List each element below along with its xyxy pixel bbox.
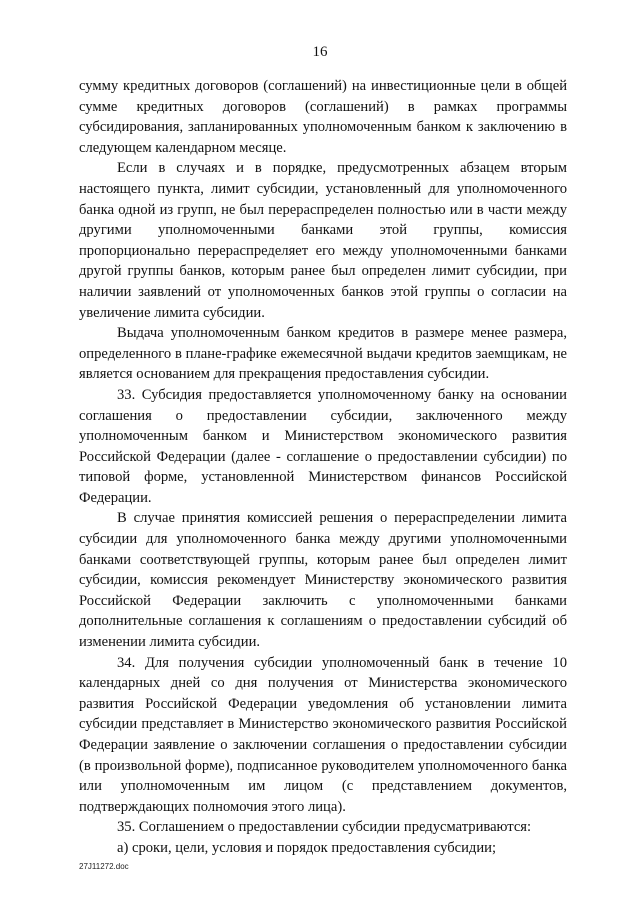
paragraph-redistribution: Если в случаях и в порядке, предусмотренных абзацем вторым настоящего пункта, лимит субсидии, установленный для уполномоченного банка одной из групп, не был перераспределен полностью или в части между другими уполномоченными банками этой группы, комиссия пропорционально перераспределяет его между уполномоченными банками другой группы банков, которым ранее был определен лимит субсидии, при наличии заявлений от уполномоченных банков этой группы о согласии на увеличение лимита субсидии. bbox=[79, 160, 567, 321]
document-body bbox=[79, 76, 567, 859]
document-footer: 27J11272.doc bbox=[79, 862, 129, 871]
paragraph-clause-35: 35. Соглашением о предоставлении субсидии предусматриваются: bbox=[117, 819, 532, 836]
paragraph-clause-33: 33. Субсидия предоставляется уполномоченному банку на основании соглашения о предоставлении субсидии, заключенного между уполномоченным банком и Министерством экономического развития Российской Федерации (далее - соглашение о предоставлении субсидии) по типовой форме, установленной Министерством финансов Российской Федерации. bbox=[79, 386, 567, 506]
paragraph-item-a: а) сроки, цели, условия и порядок предоставления субсидии; bbox=[117, 839, 497, 856]
paragraph-credit-issuance: Выдача уполномоченным банком кредитов в размере менее размера, определенного в плане-графике ежемесячной выдачи кредитов заемщикам, не является основанием для прекращения предоставления субсидии. bbox=[79, 325, 567, 383]
paragraph-clause-34: 34. Для получения субсидии уполномоченный банк в течение 10 календарных дней со дня получения от Министерства экономического развития Российской Федерации уведомления об установлении лимита субсидии представляет в Министерство экономического развития Российской Федерации заявление о заключении соглашения о предоставлении субсидии (в произвольной форме), подписанное руководителем уполномоченного банка или уполномоченным им лицом (с представлением документов, подтверждающих полномочия этого лица). bbox=[79, 654, 567, 815]
paragraph-continuation: сумму кредитных договоров (соглашений) на инвестиционные цели в общей сумме кредитных договоров (соглашений) в рамках программы субсидирования, запланированных уполномоченным банком к заключению в следующем календарном месяце. bbox=[79, 78, 567, 156]
paragraph-additional-agreements: В случае принятия комиссией решения о перераспределении лимита субсидии для уполномоченного банка между другими уполномоченными банками соответствующей группы, которым ранее был определен лимит субсидии, комиссия рекомендует Министерству экономического развития Российской Федерации заключить с уполномоченными банками дополнительные соглашения к соглашениям о предоставлении субсидий об изменении лимита субсидии. bbox=[79, 510, 567, 651]
page-number: 16 bbox=[312, 44, 328, 60]
